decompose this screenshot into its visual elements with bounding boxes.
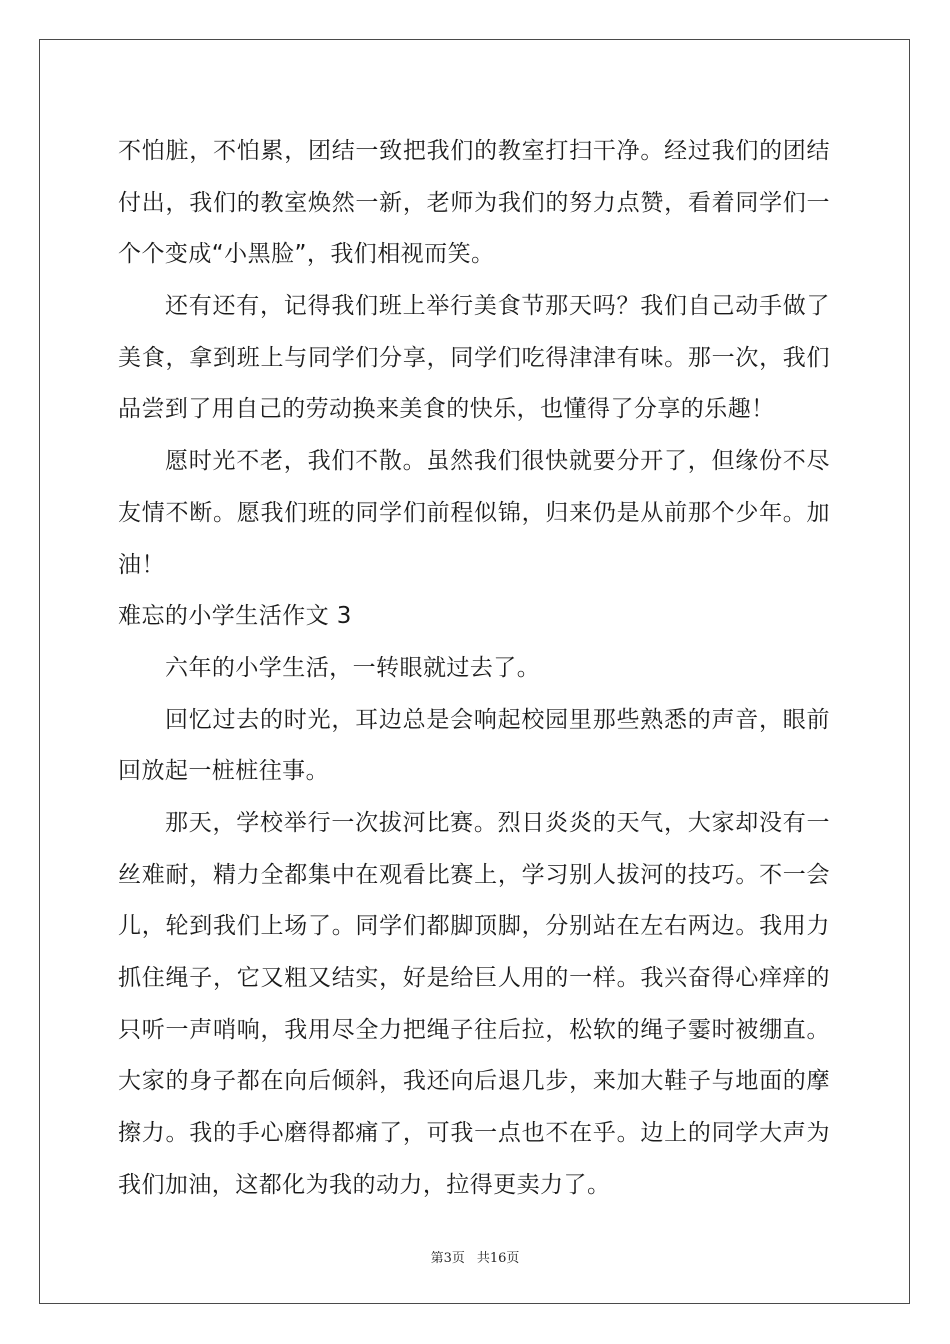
text-line: 大家的身子都在向后倾斜，我还向后退几步，来加大鞋子与地面的摩	[118, 1068, 830, 1095]
text-line: 我们加油，这都化为我的动力，拉得更卖力了。	[118, 1171, 611, 1198]
text-line: 擦力。我的手心磨得都痛了，可我一点也不在乎。边上的同学大声为	[118, 1120, 830, 1147]
paragraph-start-line: 那天，学校举行一次拔河比赛。烈日炎炎的天气，大家却没有一	[165, 809, 830, 836]
page-footer	[0, 1247, 950, 1266]
text-line: 不怕脏，不怕累，团结一致把我们的教室打扫干净。经过我们的团结	[118, 138, 830, 164]
document-body	[118, 126, 830, 1211]
paragraph-start-line: 还有还有，记得我们班上举行美食节那天吗？我们自己动手做了	[165, 293, 830, 320]
text-line: 付出，我们的教室焕然一新，老师为我们的努力点赞，看着同学们一	[118, 189, 830, 216]
text-line: 儿，轮到我们上场了。同学们都脚顶脚，分别站在左右两边。我用力	[118, 913, 830, 940]
text-line: 回放起一桩桩往事。	[118, 758, 330, 785]
text-line: 美食，拿到班上与同学们分享，同学们吃得津津有味。那一次，我们	[118, 344, 830, 371]
text-line: 个个变成“小黑脸”，我们相视而笑。	[118, 241, 495, 268]
text-line: 品尝到了用自己的劳动换来美食的快乐，也懂得了分享的乐趣！	[118, 396, 775, 423]
page-total: 共16页	[476, 1251, 520, 1266]
text-line: 友情不断。愿我们班的同学们前程似锦，归来仍是从前那个少年。加	[118, 499, 830, 526]
page-number: 第3页	[430, 1251, 465, 1266]
paragraph-start-line: 回忆过去的时光，耳边总是会响起校园里那些熟悉的声音，眼前	[165, 706, 830, 733]
text-line: 油！	[118, 551, 165, 578]
paragraph-start-line: 愿时光不老，我们不散。虽然我们很快就要分开了，但缘份不尽	[165, 448, 830, 475]
text-line: 只听一声哨响，我用尽全力把绳子往后拉，松软的绳子霎时被绷直。	[118, 1016, 830, 1043]
paragraph-start-line: 六年的小学生活，一转眼就过去了。	[165, 654, 541, 681]
text-line: 抓住绳子，它又粗又结实，好是给巨人用的一样。我兴奋得心痒痒的	[118, 965, 830, 991]
section-heading: 难忘的小学生活作文 3	[118, 603, 352, 630]
text-line: 丝难耐，精力全都集中在观看比赛上，学习别人拔河的技巧。不一会	[118, 861, 830, 888]
